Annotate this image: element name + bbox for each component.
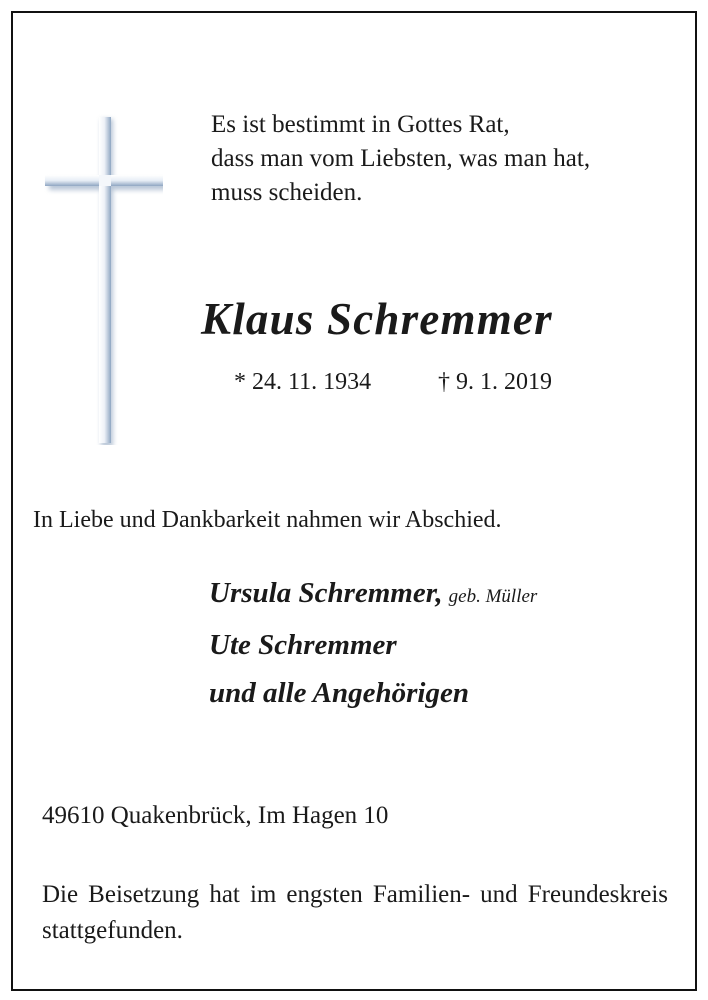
mourner-name: und alle Angehörigen [209,677,469,709]
mourner-line [209,569,537,621]
mourner-name: Ute Schremmer [209,629,397,661]
mourners-list [209,569,537,717]
obituary-card [11,11,697,991]
burial-notice: Die Beisetzung hat im engsten Familien- und Freundeskreis stattgefunden. [42,881,668,944]
poem-line: muss scheiden. [211,179,363,206]
deceased-name: Klaus Schremmer [201,294,553,344]
poem-line: dass man vom Liebsten, was man hat, [211,145,591,172]
maiden-name-note: geb. Müller [448,586,538,607]
birth-date: * 24. 11. 1934 [234,369,372,395]
poem [211,108,590,210]
mourner-name: Ursula Schremmer, [209,577,443,609]
mourner-line [209,669,537,717]
death-date: † 9. 1. 2019 [438,369,552,395]
poem-line: Es ist bestimmt in Gottes Rat, [211,111,510,138]
farewell-text: In Liebe und Dankbarkeit nahmen wir Abschied. [33,507,502,533]
christian-cross-icon [39,109,163,445]
address: 49610 Quakenbrück, Im Hagen 10 [42,802,389,829]
mourner-line [209,621,537,669]
